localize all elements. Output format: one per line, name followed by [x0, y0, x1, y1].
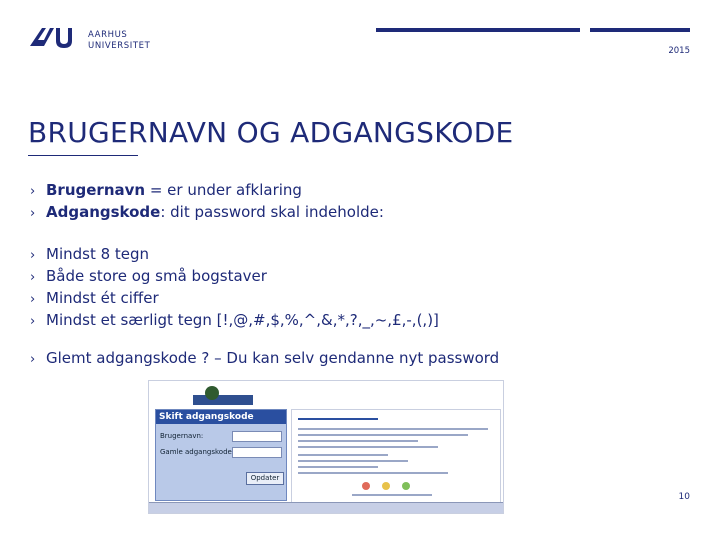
page-title: BRUGERNAVN OG ADGANGSKODE [28, 116, 514, 149]
old-password-field[interactable] [232, 447, 282, 458]
list-item [30, 348, 499, 370]
embedded-screenshot [148, 380, 504, 514]
bullet-bold: Adgangskode [46, 203, 161, 221]
chevron-right-icon: › [30, 206, 36, 221]
policy-line [298, 440, 418, 442]
bullet-list-top [30, 180, 384, 224]
requirement-text: Både store og små bogstaver [46, 267, 267, 285]
header-rule-2 [590, 28, 690, 32]
logo-line-1: AARHUS [88, 30, 128, 40]
policy-line [298, 446, 438, 448]
bullet-text: : dit password skal indeholde: [160, 203, 384, 221]
happy-face-icon [402, 482, 410, 490]
logo-line-2: UNIVERSITET [88, 41, 151, 51]
policy-line [298, 472, 448, 474]
header-rule-1 [376, 28, 580, 32]
list-item [30, 288, 439, 310]
update-button[interactable]: Opdater [246, 472, 284, 485]
policy-line [298, 434, 468, 436]
year-label: 2015 [668, 46, 690, 56]
list-item [30, 202, 384, 224]
chevron-right-icon: › [30, 314, 36, 329]
requirement-text: Mindst et særligt tegn [!,@,#,$,%,^,&,*,?,_,~,£,-,(,)] [46, 311, 439, 329]
old-password-label: Gamle adgangskode [160, 448, 232, 456]
list-item [30, 310, 439, 332]
bullet-bold: Brugernavn [46, 181, 146, 199]
neutral-face-icon [382, 482, 390, 490]
seal-icon [205, 386, 219, 400]
username-label: Brugernavn: [160, 432, 204, 440]
policy-line [352, 494, 432, 496]
requirement-text: Mindst 8 tegn [46, 245, 150, 263]
sad-face-icon [362, 482, 370, 490]
panel-title: Skift adgangskode [156, 410, 286, 424]
chevron-right-icon: › [30, 292, 36, 307]
chevron-right-icon: › [30, 248, 36, 263]
policy-line [298, 460, 408, 462]
chevron-right-icon: › [30, 184, 36, 199]
browser-status-bar [149, 502, 503, 513]
forgot-text[interactable]: Glemt adgangskode ? – Du kan selv gendanne nyt password [46, 349, 500, 367]
title-underline [28, 155, 138, 156]
list-item [30, 266, 439, 288]
university-name [88, 30, 150, 52]
page-number: 10 [678, 492, 690, 502]
list-item [30, 180, 384, 202]
policy-heading-line [298, 418, 378, 420]
chevron-right-icon: › [30, 352, 36, 367]
bullet-forgot [30, 348, 499, 370]
aarhus-university-logo-icon [28, 24, 78, 54]
bullet-list-requirements [30, 244, 439, 332]
screenshot-banner [149, 381, 503, 411]
bullet-text: = er under afklaring [145, 181, 302, 199]
list-item [30, 244, 439, 266]
banner-bar [193, 395, 253, 405]
chevron-right-icon: › [30, 270, 36, 285]
policy-line [298, 428, 488, 430]
requirement-text: Mindst ét ciffer [46, 289, 159, 307]
username-field[interactable] [232, 431, 282, 442]
change-password-panel [155, 409, 287, 501]
policy-line [298, 466, 378, 468]
policy-line [298, 454, 388, 456]
password-policy-panel [291, 409, 501, 503]
